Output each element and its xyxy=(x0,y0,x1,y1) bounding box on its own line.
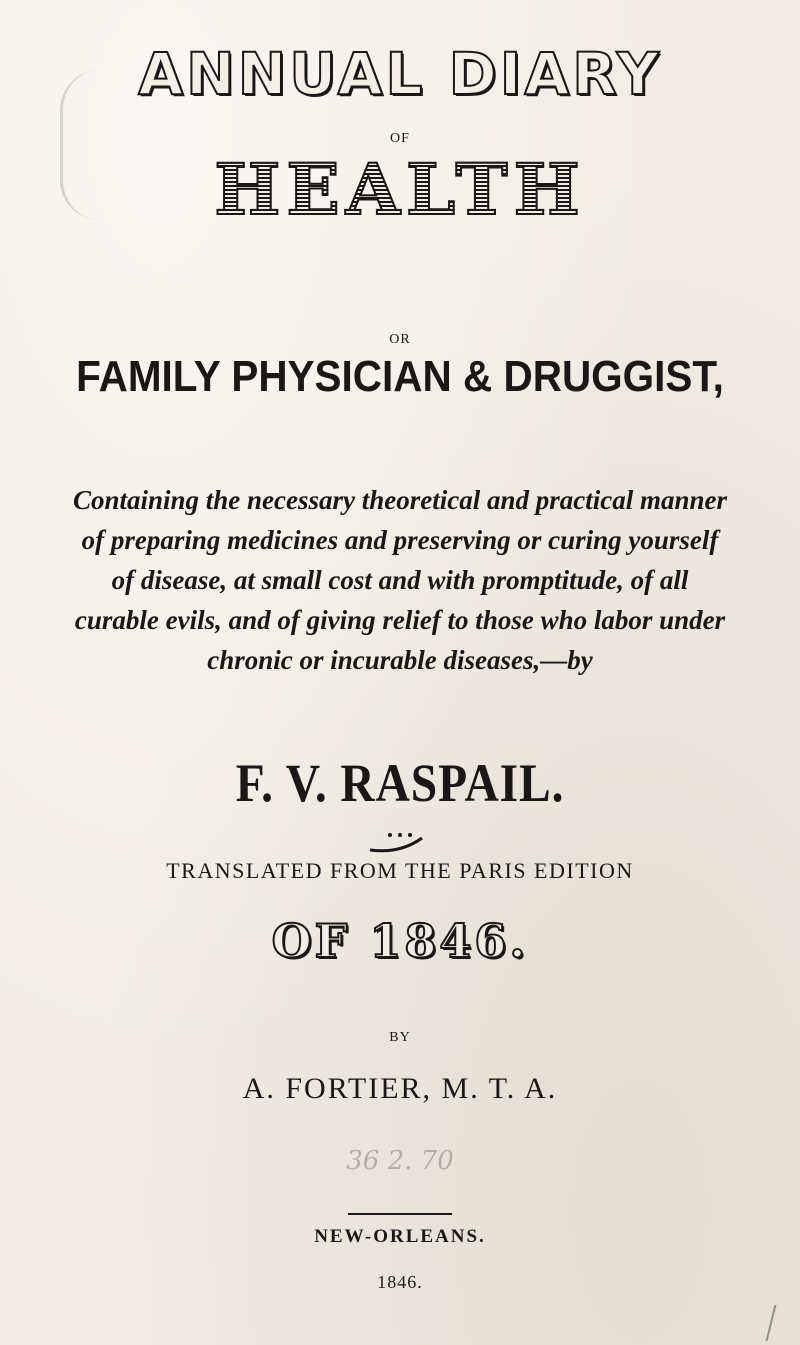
translator-name: A. FORTIER, M. T. A. xyxy=(242,1072,558,1105)
subtitle: FAMILY PHYSICIAN & DRUGGIST, xyxy=(76,352,724,401)
imprint-year: 1846. xyxy=(377,1272,423,1292)
imprint-city: NEW-ORLEANS. xyxy=(314,1226,486,1247)
handwritten-shelfmark: 36 2. 70 xyxy=(346,1146,454,1176)
translated-line: TRANSLATED FROM THE PARIS EDITION xyxy=(166,858,634,883)
of-line: OF xyxy=(390,131,410,146)
ornament-icon xyxy=(360,830,440,856)
author-name: F. V. RASPAIL. xyxy=(235,753,565,813)
pencil-mark xyxy=(766,1305,795,1341)
divider-rule xyxy=(348,1213,452,1215)
title-line-health: HEALTH xyxy=(0,148,800,231)
title-line-annual-diary: ANNUAL DIARY xyxy=(138,40,662,108)
or-line: OR xyxy=(389,332,411,347)
description: Containing the necessary theoretical and practical manner of preparing medicines and preserving or curing yourself of disease, at small cost and with promptitude, of all curable evils, and of giving relief to those who labor under chronic or incurable diseases,—by xyxy=(72,485,728,675)
edition-year-line: OF 1846. xyxy=(271,914,529,968)
by-line: BY xyxy=(389,1030,411,1045)
